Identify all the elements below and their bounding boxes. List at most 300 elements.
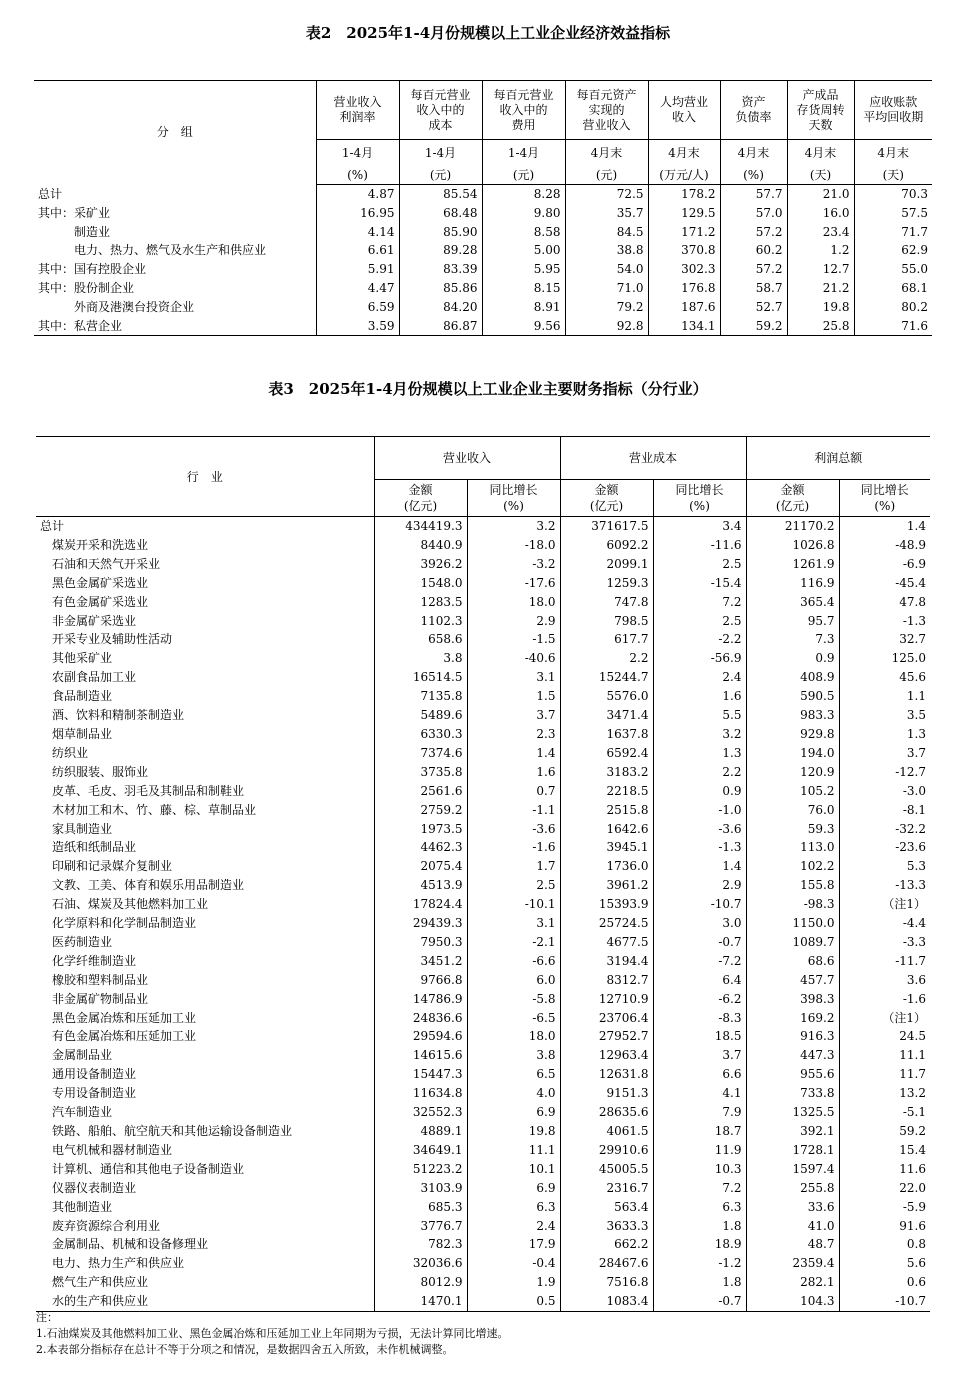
cell-value: -0.7 xyxy=(653,933,746,952)
cell-value: -1.3 xyxy=(839,612,930,631)
group-header-profit: 利润总额 xyxy=(746,437,930,480)
row-label: 化学纤维制造业 xyxy=(52,953,137,968)
column-unit: (元) xyxy=(565,166,648,185)
cell-value: 59.2 xyxy=(720,317,787,336)
cell-value: -1.3 xyxy=(653,838,746,857)
cell-value: 3451.2 xyxy=(374,952,467,971)
row-label: 食品制造业 xyxy=(52,689,113,704)
cell-value: -3.2 xyxy=(467,555,560,574)
cell-value: 365.4 xyxy=(746,593,839,612)
cell-value: 1.8 xyxy=(653,1273,746,1292)
cell-value: 38.8 xyxy=(565,241,648,260)
cell-value: 1102.3 xyxy=(374,612,467,631)
table-row xyxy=(36,1027,930,1046)
cell-value: 6.5 xyxy=(467,1065,560,1084)
cell-value: 35.7 xyxy=(565,204,648,223)
column-header: 营业收入 利润率 xyxy=(316,81,399,140)
row-label: 煤炭开采和洗选业 xyxy=(52,537,149,552)
cell-value: -0.4 xyxy=(467,1254,560,1273)
cell-value: 22.0 xyxy=(839,1179,930,1198)
cell-value: 0.7 xyxy=(467,782,560,801)
cell-value: 9.80 xyxy=(482,204,565,223)
cell-value: 3.6 xyxy=(839,971,930,990)
cell-value: 187.6 xyxy=(648,298,720,317)
cell-value: 2218.5 xyxy=(560,782,653,801)
cell-value: 85.90 xyxy=(399,223,482,242)
cell-value: 59.2 xyxy=(839,1122,930,1141)
cell-value: -56.9 xyxy=(653,649,746,668)
cell-value: 60.2 xyxy=(720,241,787,260)
cell-value: 392.1 xyxy=(746,1122,839,1141)
column-header: 应收账款 平均回收期 xyxy=(854,81,932,140)
cell-value: 3926.2 xyxy=(374,555,467,574)
cell-value: 57.7 xyxy=(720,185,787,204)
column-period: 4月末 xyxy=(565,140,648,167)
cell-value: 563.4 xyxy=(560,1198,653,1217)
cell-value: 9.56 xyxy=(482,317,565,336)
table-row xyxy=(36,1273,930,1292)
row-label: 其中：私营企业 xyxy=(38,318,123,333)
cell-value: -17.6 xyxy=(467,574,560,593)
cell-value: 17.9 xyxy=(467,1235,560,1254)
table-row xyxy=(36,517,930,536)
cell-value: 1.3 xyxy=(839,725,930,744)
cell-value: 6.0 xyxy=(467,971,560,990)
cell-value: （注1） xyxy=(839,1009,930,1028)
cell-value: 1.2 xyxy=(787,241,854,260)
cell-value: 5.95 xyxy=(482,260,565,279)
cell-value: 6092.2 xyxy=(560,536,653,555)
table-row xyxy=(36,801,930,820)
cell-value: 1.5 xyxy=(467,687,560,706)
cell-value: 8.28 xyxy=(482,185,565,204)
table-row xyxy=(34,317,932,336)
column-period: 4月末 xyxy=(787,140,854,167)
cell-value: -5.9 xyxy=(839,1198,930,1217)
cell-value: -5.1 xyxy=(839,1103,930,1122)
cell-value: 7.9 xyxy=(653,1103,746,1122)
sub-header-unit: (%) xyxy=(874,499,896,513)
group-header-cost: 营业成本 xyxy=(560,437,746,480)
cell-value: 2.5 xyxy=(653,612,746,631)
column-header: 产成品 存货周转 天数 xyxy=(787,81,854,140)
cell-value: 8.15 xyxy=(482,279,565,298)
cell-value: 7.2 xyxy=(653,593,746,612)
row-label: 石油、煤炭及其他燃料加工业 xyxy=(52,897,209,912)
cell-value: 18.9 xyxy=(653,1235,746,1254)
cell-value: -3.6 xyxy=(467,820,560,839)
cell-value: -12.7 xyxy=(839,763,930,782)
table-row xyxy=(34,279,932,298)
row-label: 纺织服装、服饰业 xyxy=(52,764,149,779)
cell-value: 47.8 xyxy=(839,593,930,612)
cell-value: 14786.9 xyxy=(374,990,467,1009)
column-header: 人均营业 收入 xyxy=(648,81,720,140)
cell-value: 7.2 xyxy=(653,1179,746,1198)
cell-value: -40.6 xyxy=(467,649,560,668)
cell-value: 57.5 xyxy=(854,204,932,223)
cell-value: 21.0 xyxy=(787,185,854,204)
cell-value: 12.7 xyxy=(787,260,854,279)
cell-value: 6.9 xyxy=(467,1103,560,1122)
table2-title: 表2 2025年1-4月份规模以上工业企业经济效益指标 xyxy=(305,24,671,42)
cell-value: 371617.5 xyxy=(560,517,653,536)
cell-value: -1.5 xyxy=(467,630,560,649)
cell-value: 48.7 xyxy=(746,1235,839,1254)
cell-value: 7.3 xyxy=(746,630,839,649)
cell-value: 2759.2 xyxy=(374,801,467,820)
cell-value: 79.2 xyxy=(565,298,648,317)
cell-value: -1.0 xyxy=(653,801,746,820)
cell-value: 3.2 xyxy=(653,725,746,744)
cell-value: 59.3 xyxy=(746,820,839,839)
cell-value: 89.28 xyxy=(399,241,482,260)
cell-value: -10.7 xyxy=(839,1292,930,1311)
row-label: 酒、饮料和精制茶制造业 xyxy=(52,708,185,723)
cell-value: 3.8 xyxy=(374,649,467,668)
cell-value: 457.7 xyxy=(746,971,839,990)
table-row xyxy=(36,876,930,895)
cell-value: 2.9 xyxy=(467,612,560,631)
cell-value: 434419.3 xyxy=(374,517,467,536)
row-label: 其中：股份制企业 xyxy=(38,280,135,295)
cell-value: 54.0 xyxy=(565,260,648,279)
cell-value: 92.8 xyxy=(565,317,648,336)
table-row xyxy=(34,223,932,242)
sub-header-label: 金额 xyxy=(594,483,619,497)
cell-value: 76.0 xyxy=(746,801,839,820)
cell-value: 102.2 xyxy=(746,857,839,876)
cell-value: -10.7 xyxy=(653,895,746,914)
table-row xyxy=(36,687,930,706)
cell-value: 25.8 xyxy=(787,317,854,336)
cell-value: 8440.9 xyxy=(374,536,467,555)
cell-value: 29910.6 xyxy=(560,1141,653,1160)
cell-value: 68.1 xyxy=(854,279,932,298)
cell-value: 929.8 xyxy=(746,725,839,744)
cell-value: 1.6 xyxy=(653,687,746,706)
cell-value: -0.7 xyxy=(653,1292,746,1311)
sub-header-label: 同比增长 xyxy=(489,483,538,497)
table-row xyxy=(36,1217,930,1236)
cell-value: 194.0 xyxy=(746,744,839,763)
cell-value: 4513.9 xyxy=(374,876,467,895)
cell-value: -1.2 xyxy=(653,1254,746,1273)
cell-value: 14615.6 xyxy=(374,1046,467,1065)
table-row xyxy=(36,782,930,801)
cell-value: 171.2 xyxy=(648,223,720,242)
cell-value: 4.14 xyxy=(316,223,399,242)
cell-value: 9766.8 xyxy=(374,971,467,990)
cell-value: 15447.3 xyxy=(374,1065,467,1084)
cell-value: 18.5 xyxy=(653,1027,746,1046)
cell-value: 85.54 xyxy=(399,185,482,204)
cell-value: 29439.3 xyxy=(374,914,467,933)
cell-value: 9151.3 xyxy=(560,1084,653,1103)
cell-value: 83.39 xyxy=(399,260,482,279)
row-label: 家具制造业 xyxy=(52,821,113,836)
table-row xyxy=(36,1009,930,1028)
cell-value: 4.47 xyxy=(316,279,399,298)
table-row xyxy=(36,1254,930,1273)
row-label: 医药制造业 xyxy=(52,934,113,949)
cell-value: 590.5 xyxy=(746,687,839,706)
cell-value: 23706.4 xyxy=(560,1009,653,1028)
column-period: 1-4月 xyxy=(316,140,399,167)
cell-value: 1470.1 xyxy=(374,1292,467,1311)
cell-value: 1736.0 xyxy=(560,857,653,876)
cell-value: 1.1 xyxy=(839,687,930,706)
cell-value: 916.3 xyxy=(746,1027,839,1046)
cell-value: 2075.4 xyxy=(374,857,467,876)
cell-value: 29594.6 xyxy=(374,1027,467,1046)
table-row xyxy=(36,1160,930,1179)
row-label: 铁路、船舶、航空航天和其他运输设备制造业 xyxy=(52,1124,293,1138)
group-header: 分 组 xyxy=(156,125,193,140)
cell-value: 2316.7 xyxy=(560,1179,653,1198)
cell-value: 2.9 xyxy=(653,876,746,895)
cell-value: 19.8 xyxy=(467,1122,560,1141)
cell-value: 70.3 xyxy=(854,185,932,204)
sub-header-unit: (%) xyxy=(503,499,524,513)
cell-value: 662.2 xyxy=(560,1235,653,1254)
cell-value: -7.2 xyxy=(653,952,746,971)
cell-value: 0.9 xyxy=(653,782,746,801)
column-unit: (元) xyxy=(399,166,482,185)
table-row xyxy=(36,744,930,763)
cell-value: 28635.6 xyxy=(560,1103,653,1122)
row-label: 有色金属冶炼和压延加工业 xyxy=(52,1029,197,1044)
sub-header-label: 金额 xyxy=(780,483,805,497)
cell-value: 1283.5 xyxy=(374,593,467,612)
cell-value: -1.6 xyxy=(467,838,560,857)
cell-value: 71.7 xyxy=(854,223,932,242)
cell-value: 17824.4 xyxy=(374,895,467,914)
table-row xyxy=(34,298,932,317)
row-label: 其中：采矿业 xyxy=(38,205,111,220)
cell-value: （注1） xyxy=(839,895,930,914)
row-label: 汽车制造业 xyxy=(52,1105,113,1120)
note-heading: 注： xyxy=(36,1311,58,1324)
table-row xyxy=(36,933,930,952)
table-row xyxy=(36,1198,930,1217)
column-header: 资产 负债率 xyxy=(720,81,787,140)
cell-value: 3.7 xyxy=(839,744,930,763)
row-label: 造纸和纸制品业 xyxy=(52,840,137,855)
row-label: 石油和天然气开采业 xyxy=(52,556,161,571)
cell-value: 178.2 xyxy=(648,185,720,204)
row-label: 通用设备制造业 xyxy=(52,1067,137,1082)
cell-value: -13.3 xyxy=(839,876,930,895)
column-unit: (天) xyxy=(787,166,854,185)
cell-value: 6.9 xyxy=(467,1179,560,1198)
table-row xyxy=(36,990,930,1009)
cell-value: 120.9 xyxy=(746,763,839,782)
cell-value: 2.4 xyxy=(653,668,746,687)
cell-value: 58.7 xyxy=(720,279,787,298)
cell-value: 6.6 xyxy=(653,1065,746,1084)
table-row xyxy=(36,555,930,574)
cell-value: 10.3 xyxy=(653,1160,746,1179)
cell-value: 2099.1 xyxy=(560,555,653,574)
cell-value: 2515.8 xyxy=(560,801,653,820)
cell-value: 129.5 xyxy=(648,204,720,223)
cell-value: 5.6 xyxy=(839,1254,930,1273)
cell-value: 4.1 xyxy=(653,1084,746,1103)
table-row xyxy=(34,204,932,223)
table-row xyxy=(34,260,932,279)
cell-value: 32036.6 xyxy=(374,1254,467,1273)
cell-value: 4.0 xyxy=(467,1084,560,1103)
cell-value: 3471.4 xyxy=(560,706,653,725)
row-label: 金属制品、机械和设备修理业 xyxy=(52,1237,209,1252)
cell-value: -2.2 xyxy=(653,630,746,649)
cell-value: 8.91 xyxy=(482,298,565,317)
cell-value: 733.8 xyxy=(746,1084,839,1103)
column-unit: (元) xyxy=(482,166,565,185)
cell-value: 3.5 xyxy=(839,706,930,725)
cell-value: 57.0 xyxy=(720,204,787,223)
cell-value: 113.0 xyxy=(746,838,839,857)
cell-value: 685.3 xyxy=(374,1198,467,1217)
group-header-revenue: 营业收入 xyxy=(374,437,560,480)
cell-value: -3.6 xyxy=(653,820,746,839)
cell-value: 18.7 xyxy=(653,1122,746,1141)
cell-value: 3.7 xyxy=(653,1046,746,1065)
table-row xyxy=(36,1065,930,1084)
sub-header-unit: (亿元) xyxy=(403,499,438,513)
cell-value: 11.6 xyxy=(839,1160,930,1179)
cell-value: -6.2 xyxy=(653,990,746,1009)
cell-value: 370.8 xyxy=(648,241,720,260)
cell-value: 6330.3 xyxy=(374,725,467,744)
cell-value: 16.0 xyxy=(787,204,854,223)
column-period: 4月末 xyxy=(720,140,787,167)
cell-value: 447.3 xyxy=(746,1046,839,1065)
cell-value: 6.61 xyxy=(316,241,399,260)
cell-value: 4.87 xyxy=(316,185,399,204)
cell-value: 18.0 xyxy=(467,593,560,612)
cell-value: 8012.9 xyxy=(374,1273,467,1292)
cell-value: 57.2 xyxy=(720,223,787,242)
cell-value: 155.8 xyxy=(746,876,839,895)
table-row xyxy=(36,952,930,971)
table-row xyxy=(36,574,930,593)
cell-value: 983.3 xyxy=(746,706,839,725)
row-label: 黑色金属冶炼和压延加工业 xyxy=(52,1010,197,1025)
cell-value: 2561.6 xyxy=(374,782,467,801)
cell-value: 3735.8 xyxy=(374,763,467,782)
cell-value: -1.6 xyxy=(839,990,930,1009)
cell-value: 1.9 xyxy=(467,1273,560,1292)
cell-value: 68.6 xyxy=(746,952,839,971)
cell-value: 1728.1 xyxy=(746,1141,839,1160)
sub-header xyxy=(467,480,560,517)
cell-value: 6.3 xyxy=(653,1198,746,1217)
column-unit: (%) xyxy=(316,166,399,185)
cell-value: 12963.4 xyxy=(560,1046,653,1065)
cell-value: 27952.7 xyxy=(560,1027,653,1046)
cell-value: -3.3 xyxy=(839,933,930,952)
cell-value: 4061.5 xyxy=(560,1122,653,1141)
cell-value: 1026.8 xyxy=(746,536,839,555)
notes xyxy=(36,1310,509,1358)
sub-header-unit: (%) xyxy=(689,499,710,513)
cell-value: 45.6 xyxy=(839,668,930,687)
cell-value: 12710.9 xyxy=(560,990,653,1009)
cell-value: 282.1 xyxy=(746,1273,839,1292)
cell-value: 1089.7 xyxy=(746,933,839,952)
row-label: 皮革、毛皮、羽毛及其制品和制鞋业 xyxy=(52,783,245,798)
row-label: 总计 xyxy=(40,519,65,533)
cell-value: 11634.8 xyxy=(374,1084,467,1103)
cell-value: 6.4 xyxy=(653,971,746,990)
table-row xyxy=(36,857,930,876)
cell-value: 0.9 xyxy=(746,649,839,668)
cell-value: 125.0 xyxy=(839,649,930,668)
row-label: 总计 xyxy=(38,186,63,201)
cell-value: 658.6 xyxy=(374,630,467,649)
cell-value: 1.4 xyxy=(467,744,560,763)
table-row xyxy=(36,971,930,990)
cell-value: 2.5 xyxy=(467,876,560,895)
cell-value: -1.1 xyxy=(467,801,560,820)
row-label: 电力、热力生产和供应业 xyxy=(52,1256,185,1271)
cell-value: 1150.0 xyxy=(746,914,839,933)
sub-header-unit: (亿元) xyxy=(589,499,624,513)
cell-value: 32.7 xyxy=(839,630,930,649)
cell-value: 3.2 xyxy=(467,517,560,536)
cell-value: 11.1 xyxy=(839,1046,930,1065)
table-row xyxy=(36,1235,930,1254)
cell-value: 5489.6 xyxy=(374,706,467,725)
cell-value: 1325.5 xyxy=(746,1103,839,1122)
row-label: 金属制品业 xyxy=(52,1048,113,1063)
cell-value: 5.00 xyxy=(482,241,565,260)
cell-value: 51223.2 xyxy=(374,1160,467,1179)
table-row xyxy=(36,1084,930,1103)
row-label: 印刷和记录媒介复制业 xyxy=(52,859,173,874)
cell-value: 3776.7 xyxy=(374,1217,467,1236)
cell-value: 84.20 xyxy=(399,298,482,317)
cell-value: 3183.2 xyxy=(560,763,653,782)
cell-value: 3.1 xyxy=(467,914,560,933)
column-period: 4月末 xyxy=(648,140,720,167)
cell-value: 33.6 xyxy=(746,1198,839,1217)
cell-value: 57.2 xyxy=(720,260,787,279)
cell-value: 7135.8 xyxy=(374,687,467,706)
cell-value: 24836.6 xyxy=(374,1009,467,1028)
row-label: 烟草制品业 xyxy=(52,726,113,741)
cell-value: 1.3 xyxy=(653,744,746,763)
cell-value: -48.9 xyxy=(839,536,930,555)
row-label: 电力、热力、燃气及水生产和供应业 xyxy=(38,243,267,258)
sub-header-label: 金额 xyxy=(408,483,433,497)
cell-value: 3.0 xyxy=(653,914,746,933)
cell-value: 1.4 xyxy=(653,857,746,876)
row-label: 非金属矿物制品业 xyxy=(52,991,149,1006)
table3-title: 表3 2025年1-4月份规模以上工业企业主要财务指标（分行业） xyxy=(268,380,708,398)
row-label: 燃气生产和供应业 xyxy=(52,1275,149,1290)
sub-header xyxy=(746,480,839,517)
cell-value: 6.59 xyxy=(316,298,399,317)
cell-value: -8.3 xyxy=(653,1009,746,1028)
cell-value: 116.9 xyxy=(746,574,839,593)
cell-value: 32552.3 xyxy=(374,1103,467,1122)
cell-value: 8.58 xyxy=(482,223,565,242)
cell-value: 1597.4 xyxy=(746,1160,839,1179)
cell-value: 2.3 xyxy=(467,725,560,744)
